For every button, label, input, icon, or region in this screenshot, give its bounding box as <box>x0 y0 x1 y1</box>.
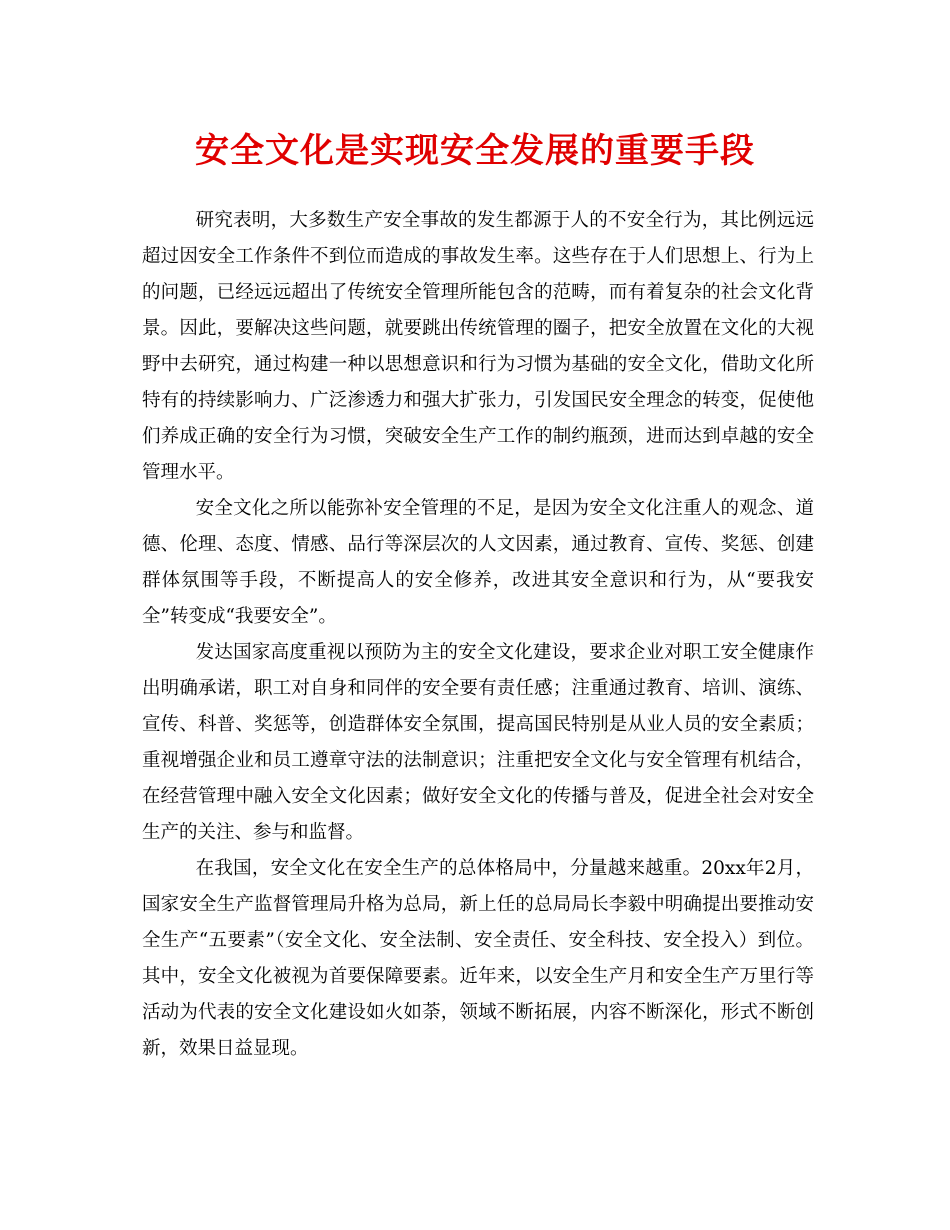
paragraph-2: 安全文化之所以能弥补安全管理的不足，是因为安全文化注重人的观念、道德、伦理、态度、情感、品行等深层次的人文因素，通过教育、宣传、奖惩、创建群体氛围等手段，不断提高人的安全修养，改进其安全意识和行为，从“要我安全”转变成“我要安全”。 <box>142 498 814 627</box>
paragraph-4: 在我国，安全文化在安全生产的总体格局中，分量越来越重。20xx年2月，国家安全生产监督管理局升格为总局，新上任的总局局长李毅中明确提出要推动安全生产“五要素”（安全文化、安全法制、安全责任、安全科技、安全投入）到位。其中，安全文化被视为首要保障要素。近年来，以安全生产月和安全生产万里行等活动为代表的安全文化建设如火如荼，领域不断拓展，内容不断深化，形式不断创新，效果日益显现。 <box>142 858 814 1059</box>
paragraph-1: 研究表明，大多数生产安全事故的发生都源于人的不安全行为，其比例远远超过因安全工作条件不到位而造成的事故发生率。这些存在于人们思想上、行为上的问题，已经远远超出了传统安全管理所能包含的范畴，而有着复杂的社会文化背景。因此，要解决这些问题，就要跳出传统管理的圈子，把安全放置在文化的大视野中去研究，通过构建一种以思想意识和行为习惯为基础的安全文化，借助文化所特有的持续影响力、广泛渗透力和强大扩张力，引发国民安全理念的转变，促使他们养成正确的安全行为习惯，突破安全生产工作的制约瓶颈，进而达到卓越的安全管理水平。 <box>142 210 814 483</box>
document-title: 安全文化是实现安全发展的重要手段 <box>195 131 755 171</box>
paragraph-3: 发达国家高度重视以预防为主的安全文化建设，要求企业对职工安全健康作出明确承诺，职工对自身和同伴的安全要有责任感；注重通过教育、培训、演练、宣传、科普、奖惩等，创造群体安全氛围，提高国民特别是从业人员的安全素质；重视增强企业和员工遵章守法的法制意识；注重把安全文化与安全管理有机结合，在经营管理中融入安全文化因素；做好安全文化的传播与普及，促进全社会对安全生产的关注、参与和监督。 <box>142 642 814 843</box>
document-body <box>142 203 814 1067</box>
